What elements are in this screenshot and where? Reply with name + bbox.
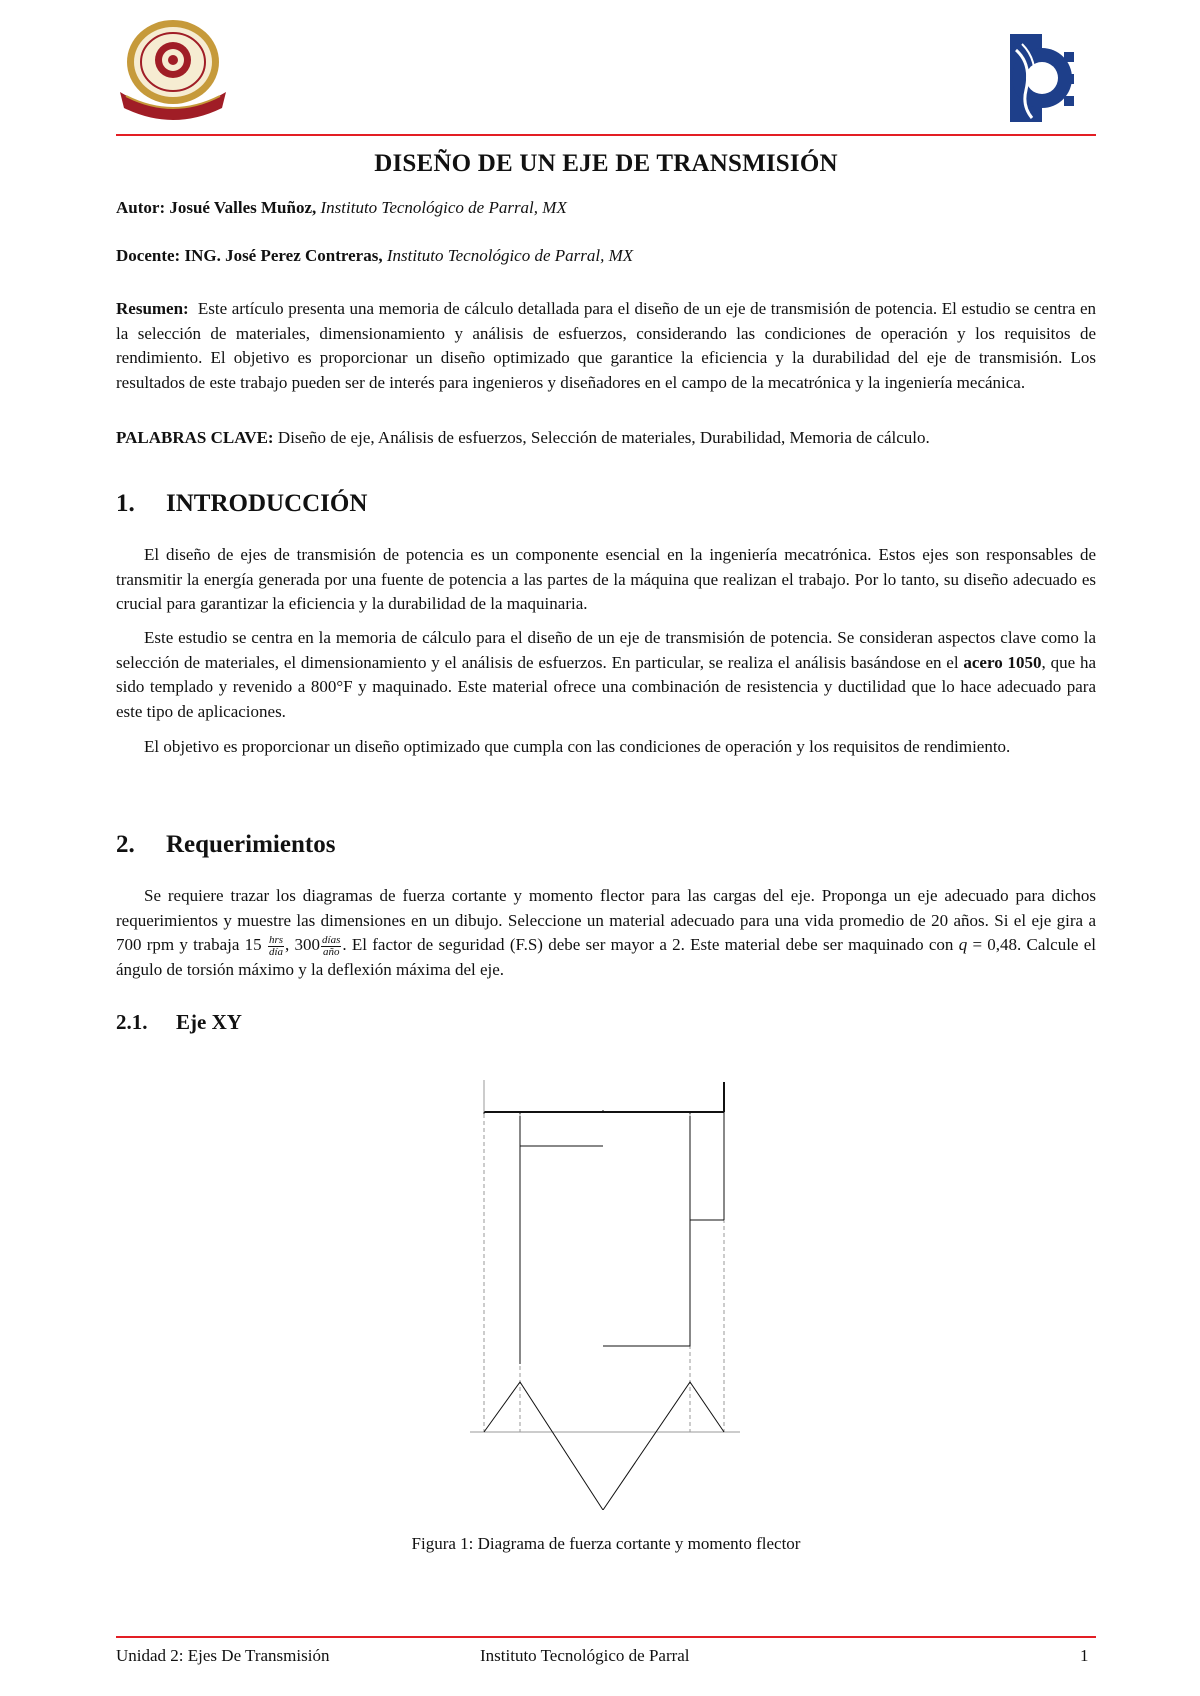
shear-moment-diagram <box>460 1070 750 1510</box>
fraction-numerator: hrs <box>268 933 284 946</box>
abstract <box>116 297 1096 395</box>
paragraph-text: Se requiere trazar los diagramas de fuerza cortante y momento flector para las cargas del eje. Proponga un eje adecuado para dichos requerimientos y muestre las dimensiones en un dibujo. Seleccione un material adecuado para una vida promedio de 20 años. Si el eje gira a 700 rpm y trabaja 15 <box>116 886 1096 954</box>
keywords-label: PALABRAS CLAVE: <box>116 428 274 447</box>
shear-force-diagram <box>520 1112 724 1364</box>
subsection-title: Eje XY <box>176 1010 242 1034</box>
docente-label: Docente: <box>116 246 181 265</box>
subsection-heading-eje-xy <box>116 1010 242 1035</box>
fraction-numerator: días <box>322 933 341 946</box>
paragraph: El objetivo es proporcionar un diseño optimizado que cumpla con las condiciones de operación y los requisitos de rendimiento. <box>144 737 1011 756</box>
paragraph-text: , que ha sido templado y revenido a 800°F y maquinado. Este material ofrece una combinación de resistencia y ductilidad que lo hace adecuado para este tipo de aplicaciones. <box>116 652 1096 721</box>
material-emphasis: acero 1050 <box>963 652 1042 672</box>
docente-line <box>116 246 1096 266</box>
paragraph-text: . El factor de seguridad (F.S) debe ser mayor a 2. Este material debe ser maquinado con <box>342 935 959 954</box>
footer-rule <box>116 1636 1096 1638</box>
bending-moment-diagram <box>470 1382 740 1510</box>
footer-unit: Unidad 2: Ejes De Transmisión <box>116 1646 330 1665</box>
fraction-denominator: día <box>268 945 284 958</box>
author-label: Autor: <box>116 198 166 217</box>
paragraph-text: Este estudio se centra en la memoria de cálculo para el diseño de un eje de transmisión de potencia. Se consideran aspectos clave como la selección de materiales, el dimensionamiento y el análisis de esfuerzos. En particular, se realiza el análisis basándose en el <box>116 628 1096 672</box>
fraction-denominator: año <box>322 945 340 958</box>
page-number: 1 <box>1080 1646 1089 1665</box>
page-title: DISEÑO DE UN EJE DE TRANSMISIÓN <box>374 150 838 177</box>
section-number: 2. <box>116 831 135 858</box>
tecnm-gear-logo-icon <box>1002 30 1074 126</box>
footer-institution: Instituto Tecnológico de Parral <box>480 1646 690 1665</box>
author-line <box>116 198 1096 218</box>
author-name: Josué Valles Muñoz, <box>169 198 317 217</box>
abstract-label: Resumen: <box>116 299 189 318</box>
fraction-hrs-per-day <box>268 935 284 958</box>
section-number: 1. <box>116 490 135 517</box>
abstract-text: Este artículo presenta una memoria de cálculo detallada para el diseño de un eje de transmisión de potencia. El estudio se centra en la selección de materiales, dimensionamiento y análisis de esfuerzos, considerando las condiciones de operación y los requisitos de rendimiento. El objetivo es proporcionar un diseño optimizado que garantice la eficiencia y la durabilidad del eje de transmisión. Los resultados de este trabajo pueden ser de interés para ingenieros y diseñadores en el campo de la mecatrónica y la ingeniería mecánica. <box>116 299 1096 392</box>
section-heading-introduccion <box>116 490 367 518</box>
paragraph <box>116 626 1096 724</box>
section-heading-requerimientos <box>116 831 335 859</box>
header-rule <box>116 134 1096 136</box>
keywords-text: Diseño de eje, Análisis de esfuerzos, Selección de materiales, Durabilidad, Memoria de cálculo. <box>277 428 930 447</box>
paragraph-text: = 0,48. Calcule el ángulo de torsión máximo y la deflexión máxima del eje. <box>116 935 1097 979</box>
paragraph-text: , 300 <box>285 935 321 954</box>
section-title: INTRODUCCIÓN <box>166 490 368 517</box>
paragraph <box>116 884 1096 982</box>
fraction-days-per-year <box>321 935 341 958</box>
notch-sensitivity-symbol: q <box>958 935 968 954</box>
author-affiliation: Instituto Tecnológico de Parral, MX <box>320 198 567 217</box>
docente-name: ING. José Perez Contreras, <box>184 246 383 265</box>
paragraph: El diseño de ejes de transmisión de potencia es un componente esencial en la ingeniería mecatrónica. Estos ejes son responsables de transmitir la energía generada por una fuente de potencia a las partes de la máquina que realizan el trabajo. Por lo tanto, su diseño adecuado es crucial para garantizar la eficiencia y la durabilidad de la maquinaria. <box>116 545 1096 613</box>
figure-caption: Figura 1: Diagrama de fuerza cortante y momento flector <box>411 1534 801 1553</box>
docente-affiliation: Instituto Tecnológico de Parral, MX <box>386 246 634 265</box>
section-title: Requerimientos <box>166 831 336 858</box>
university-crest-icon <box>112 12 234 128</box>
subsection-number: 2.1. <box>116 1010 148 1034</box>
loading-beam <box>484 1080 724 1116</box>
keywords <box>116 428 1096 448</box>
